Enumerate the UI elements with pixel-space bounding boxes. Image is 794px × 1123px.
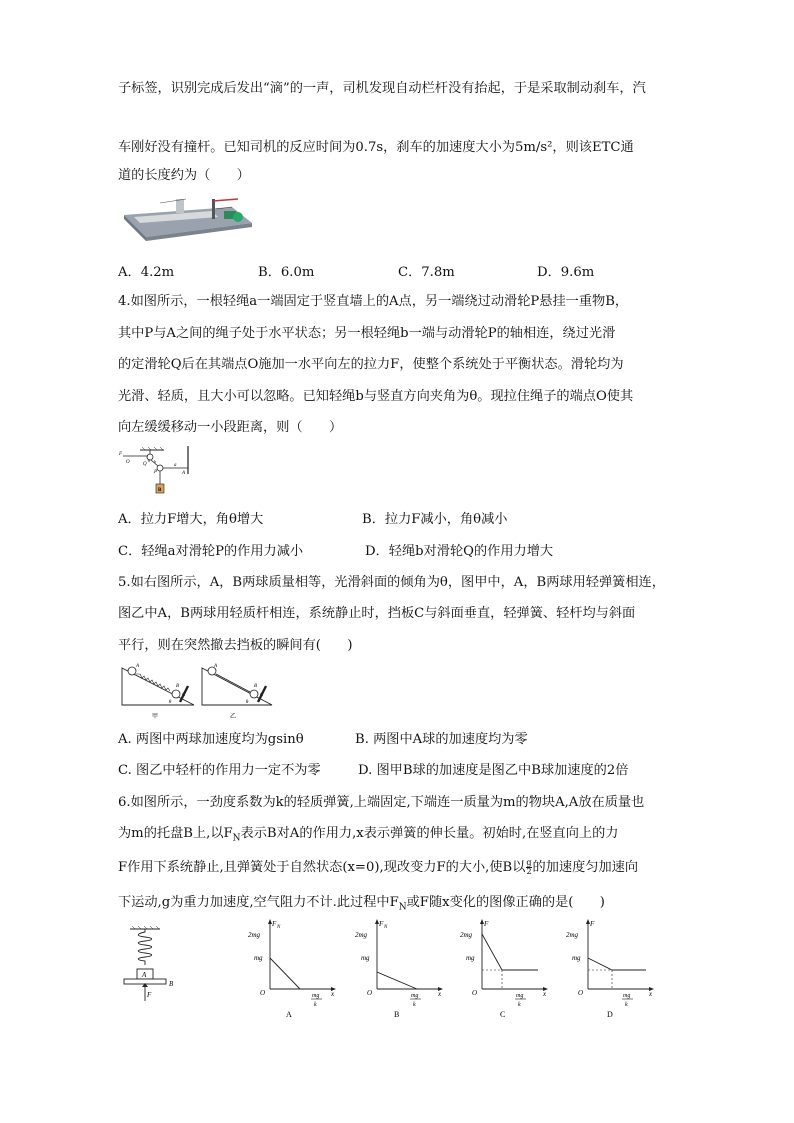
q6-graph-d — [566, 915, 658, 1025]
q3-option-a: A．4.2m — [118, 265, 175, 280]
graph-a-2mg: 2mg — [248, 931, 261, 939]
graph-c-frac-den: k — [518, 1002, 521, 1008]
q3-line-2: 车刚好没有撞杆。已知司机的反应时间为0.7s，刹车的加速度大小为5m/s²，则该ETC通 — [118, 140, 634, 155]
graph-c-x-label: x — [543, 990, 547, 998]
graph-b-origin: O — [367, 989, 373, 997]
graph-b-caption: B — [394, 1010, 400, 1019]
q4-line-5: 向左缓缓移动一小段距离，则（ ） — [118, 420, 343, 435]
graph-d-caption: D — [607, 1010, 613, 1019]
q6-line-2-sub: N — [232, 833, 241, 844]
q6-line-4-part-2: 或F随x变化的图像正确的是( ) — [406, 895, 605, 910]
graph-b-mg: mg — [361, 954, 370, 962]
q5-option-c: C. 图乙中轻杆的作用力一定不为零 — [118, 763, 321, 778]
q6-line-2-part-1: 为m的托盘B上,以F — [118, 826, 233, 841]
fig5-jia-label-b: B — [176, 684, 180, 689]
graph-b-frac-den: k — [413, 1002, 416, 1008]
graph-d-frac-den: k — [625, 1002, 628, 1008]
spring-tray-diagram — [118, 925, 178, 1025]
graph-c-curve — [482, 934, 538, 970]
fig5-yi-label-a: A — [214, 664, 218, 669]
q6-line-3-part-2: 的加速度匀加速向 — [532, 860, 639, 875]
q6-line-3 — [118, 856, 638, 876]
graph-b-y-sub: N — [384, 925, 388, 930]
graph-a-y-sub: N — [277, 925, 281, 930]
graph-c-origin: O — [472, 989, 478, 997]
q5-line-2: 图乙中A，B两球用轻质杆相连，系统静止时，挡板C与斜面垂直，轻弹簧、轻杆均与斜面 — [118, 606, 636, 621]
q6-line-3-part-1: F作用下系统静止,且弹簧处于自然状态(x=0),现改变力F的大小,使B以 — [118, 860, 526, 875]
incline-diagram-yi — [198, 658, 278, 722]
graph-d-x-label: x — [649, 990, 653, 998]
graph-a-frac-den: k — [314, 1002, 317, 1008]
fig4-label-a: a — [174, 463, 177, 468]
q4-line-2: 其中P与A之间的绳子处于水平状态；另一根轻绳b一端与动滑轮P的轴相连，绕过光滑 — [118, 326, 616, 341]
graph-a-origin: O — [260, 989, 266, 997]
graph-c-2mg: 2mg — [460, 931, 473, 939]
q5-option-a: A. 两图中两球加速度均为gsinθ — [118, 732, 304, 747]
q6-line-4-sub: N — [398, 902, 407, 913]
q3-option-d: D．9.6m — [537, 265, 595, 280]
graph-a-mg: mg — [254, 954, 263, 962]
fig5-yi-label-b: B — [254, 684, 258, 689]
q6-graph-b — [355, 915, 445, 1025]
q6-line-2 — [118, 822, 618, 844]
incline-diagram-jia — [118, 660, 200, 722]
q4-line-3: 的定滑轮Q后在其端点O施加一水平向左的拉力F，使整个系统处于平衡状态。滑轮均为 — [118, 357, 624, 372]
pulley-diagram — [118, 444, 193, 500]
q4-option-b: B．拉力F减小，角θ减小 — [362, 512, 508, 527]
q3-line-3: 道的长度约为（ ） — [118, 168, 250, 183]
q4-option-d: D．轻绳b对滑轮Q的作用力增大 — [365, 544, 554, 559]
fig4-label-A: A — [182, 471, 186, 476]
fig4-label-B: B — [158, 488, 162, 493]
graph-b-curve — [377, 972, 417, 989]
graph-d-frac-num: mg — [623, 993, 631, 999]
graph-b-x-label: x — [438, 990, 442, 998]
etc-channel-photo — [120, 193, 255, 243]
q3-line-1: 子标签，识别完成后发出“滴”的一声，司机发现自动栏杆没有抬起，于是采取制动刹车，汽 — [118, 81, 646, 96]
fig6-label-a: A — [142, 971, 147, 979]
q4-line-1: 4.如图所示，一根轻绳a一端固定于竖直墙上的A点，另一端绕过动滑轮P悬挂一重物B， — [118, 294, 629, 309]
fig5-jia-label-a: A — [136, 664, 140, 669]
q6-line-1: 6.如图所示，一劲度系数为k的轻质弹簧,上端固定,下端连一质量为m的物块A,A放在质量也 — [118, 795, 645, 810]
q6-line-4-part-1: 下运动,g为重力加速度,空气阻力不计.此过程中F — [118, 895, 399, 910]
fig5-jia-label-c: C — [182, 693, 186, 698]
graph-c-mg: mg — [466, 954, 475, 962]
graph-a-caption: A — [286, 1010, 292, 1019]
graph-d-y-label: F — [590, 920, 595, 928]
graph-b-y-label: F — [379, 920, 384, 928]
fig5-label-yi: 乙 — [230, 714, 237, 720]
fig4-label-q: Q — [143, 462, 147, 467]
graph-d-curve — [588, 958, 646, 970]
q3-option-c: C．7.8m — [398, 265, 455, 280]
graph-d-2mg: 2mg — [566, 931, 579, 939]
q4-option-a: A．拉力F增大，角θ增大 — [118, 512, 264, 527]
fig4-label-f: F — [119, 452, 123, 457]
fig4-label-b: b — [154, 459, 156, 464]
q5-option-d: D. 图甲B球的加速度是图乙中B球加速度的2倍 — [358, 763, 629, 778]
graph-c-frac-num: mg — [516, 993, 524, 999]
graph-a-x-label: x — [331, 990, 335, 998]
graph-c-y-label: F — [484, 920, 489, 928]
fig5-yi-label-c: C — [260, 693, 264, 698]
graph-c-caption: C — [500, 1010, 506, 1019]
q6-fraction-den: 2 — [526, 867, 532, 876]
q6-line-2-part-2: 表示B对A的作用力,x表示弹簧的伸长量。初始时,在竖直向上的力 — [240, 826, 619, 841]
q5-line-3: 平行，则在突然撤去挡板的瞬间有( ) — [118, 638, 353, 653]
q3-option-b: B．6.0m — [258, 265, 315, 280]
q6-graph-c — [460, 915, 552, 1025]
fig4-label-p: P — [154, 470, 158, 475]
graph-a-frac-num: mg — [312, 993, 320, 999]
fig6-label-f: F — [147, 991, 152, 999]
graph-b-frac-num: mg — [411, 993, 419, 999]
fig5-label-jia: 甲 — [152, 714, 159, 720]
q6-fraction — [526, 859, 531, 876]
graph-a-curve — [270, 958, 300, 989]
q6-fraction-num: g — [526, 858, 532, 867]
graph-b-2mg: 2mg — [355, 931, 368, 939]
q4-line-4: 光滑、轻质，且大小可以忽略。已知轻绳b与竖直方向夹角为θ。现拉住绳子的端点O使其 — [118, 389, 634, 404]
q4-option-c: C．轻绳a对滑轮P的作用力减小 — [118, 544, 304, 559]
q6-graph-a — [248, 915, 338, 1025]
graph-d-mg: mg — [572, 954, 581, 962]
graph-d-origin: O — [578, 989, 584, 997]
q5-option-b: B. 两图中A球的加速度均为零 — [355, 732, 528, 747]
fig5-yi-label-theta: θ — [246, 700, 249, 705]
q5-line-1: 5.如右图所示，A，B两球质量相等，光滑斜面的倾角为θ，图甲中，A，B两球用轻弹簧相连， — [118, 575, 665, 590]
graph-a-y-label: F — [272, 920, 277, 928]
fig4-label-o: O — [126, 460, 130, 465]
fig6-label-b: B — [169, 980, 174, 988]
fig5-jia-label-theta: θ — [169, 700, 172, 705]
q6-line-4 — [118, 891, 605, 913]
fig4-label-theta: θ — [148, 458, 150, 463]
